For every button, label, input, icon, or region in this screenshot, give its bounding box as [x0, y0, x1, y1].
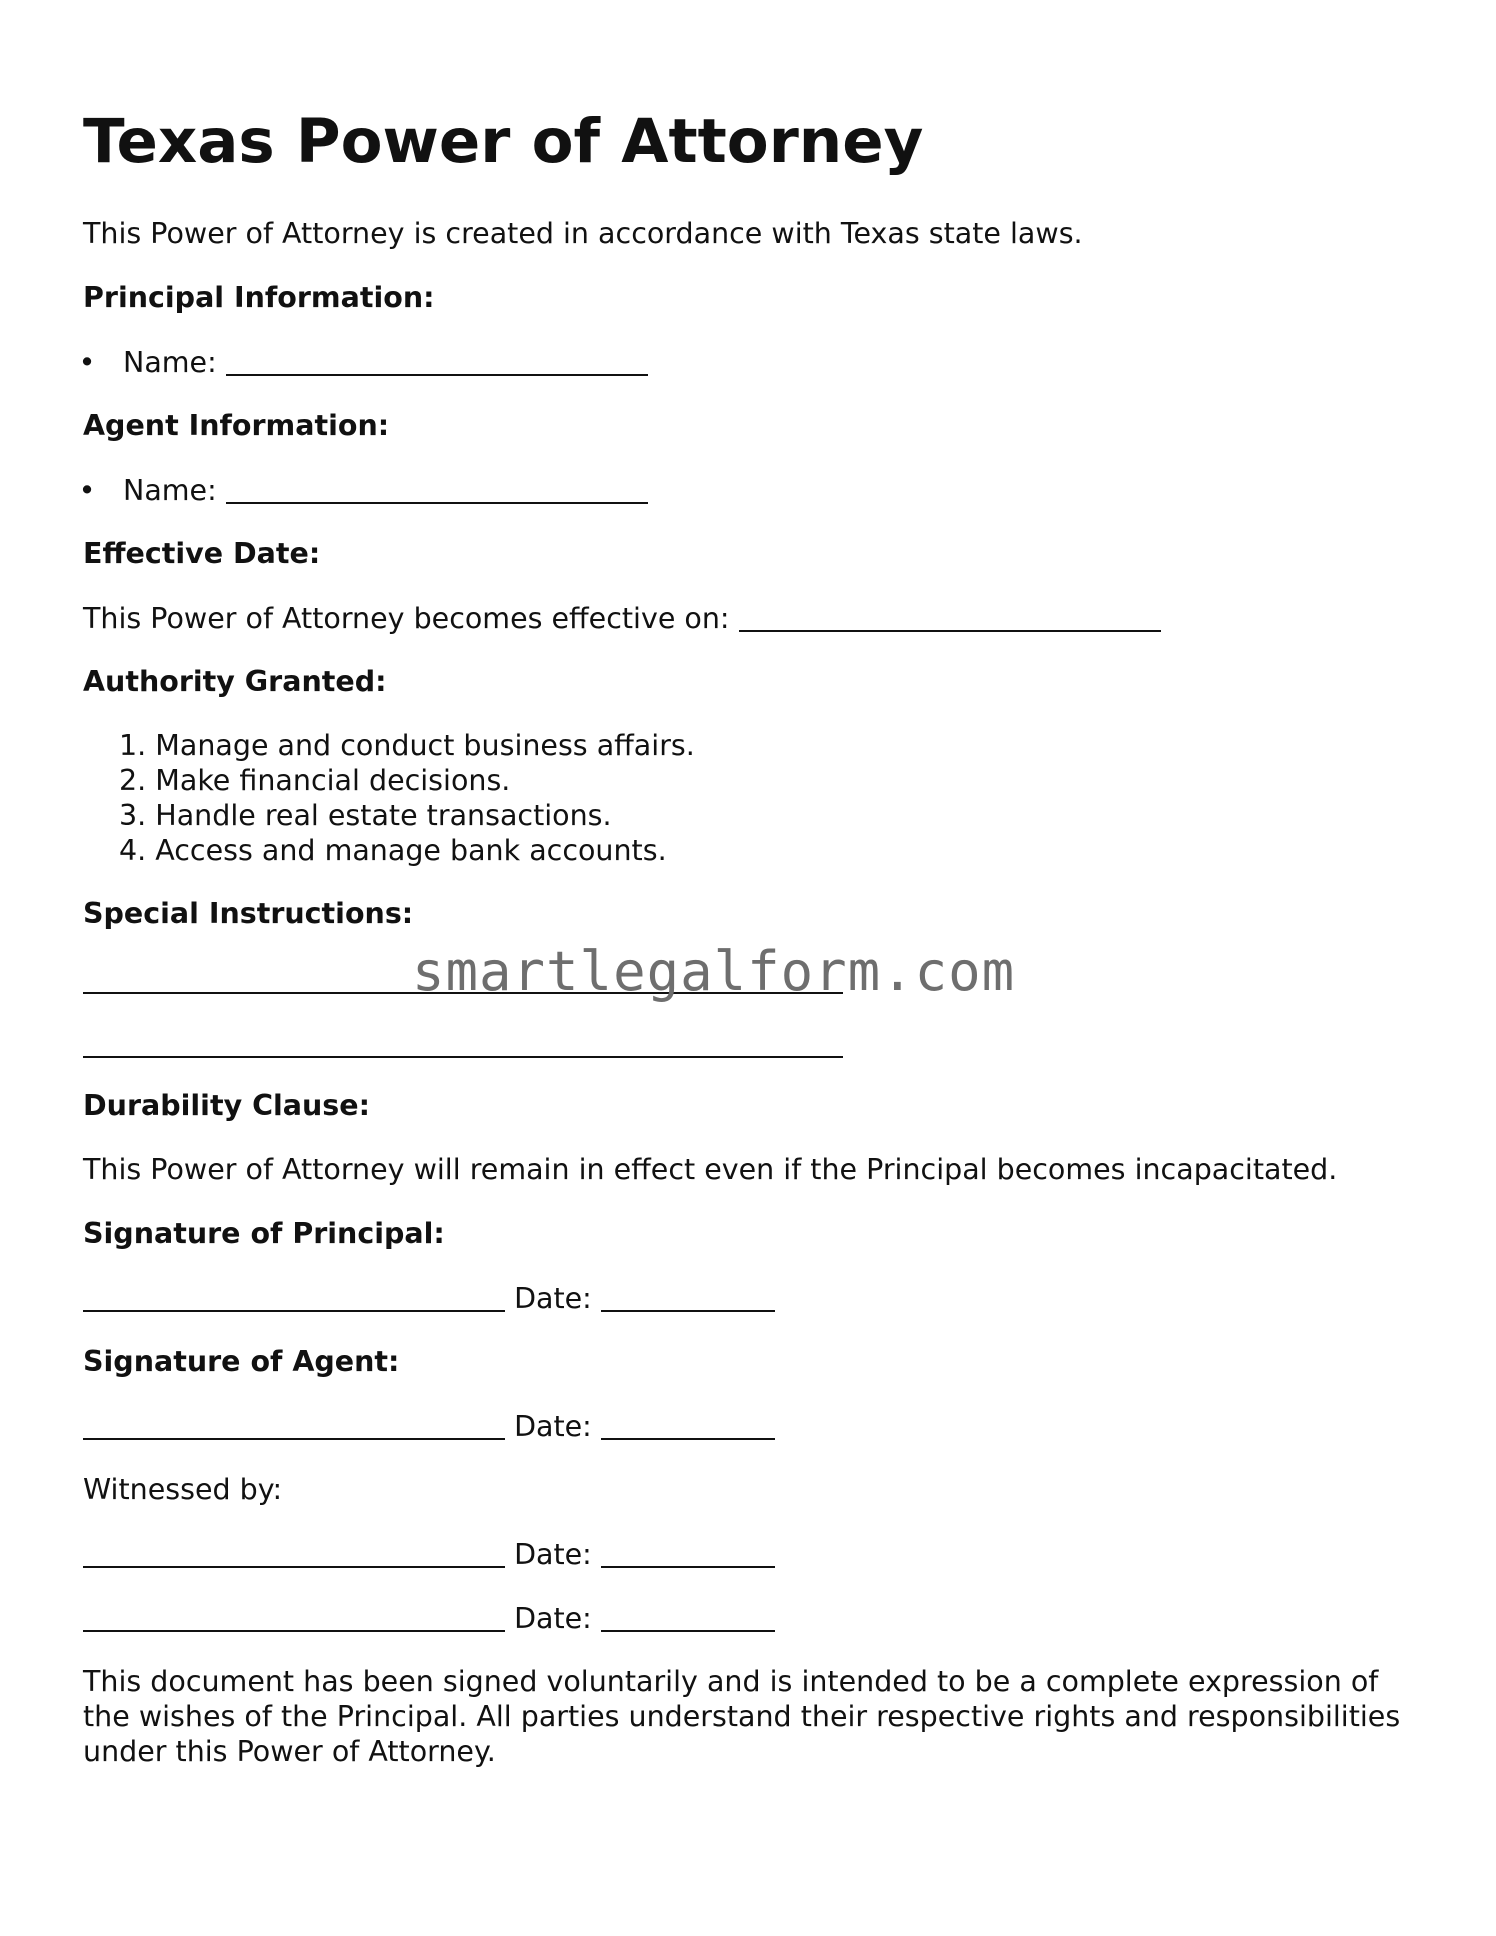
principal-heading: Principal Information:: [83, 281, 435, 314]
witness-2-date-label: Date:: [514, 1602, 592, 1635]
witness-2-line: [83, 1600, 775, 1636]
agent-signature-line: [83, 1408, 775, 1444]
agent-date-label: Date:: [514, 1410, 592, 1443]
witness-2-signature-field[interactable]: [83, 1600, 505, 1632]
agent-heading: Agent Information:: [83, 409, 390, 442]
principal-name-field[interactable]: [226, 344, 648, 376]
durability-heading: Durability Clause:: [83, 1089, 370, 1122]
agent-name-item: [78, 472, 648, 508]
durability-text: This Power of Attorney will remain in effect even if the Principal becomes incapacitated.: [83, 1153, 1338, 1186]
bullet-icon: •: [78, 474, 96, 507]
agent-signature-heading: Signature of Agent:: [83, 1345, 400, 1378]
effective-date-line: [83, 600, 1161, 636]
authority-heading: Authority Granted:: [83, 665, 387, 698]
agent-date-field[interactable]: [601, 1408, 775, 1440]
witness-1-date-label: Date:: [514, 1538, 592, 1571]
authority-item: 1. Manage and conduct business affairs.: [119, 729, 695, 762]
principal-date-field[interactable]: [601, 1280, 775, 1312]
authority-item: 4. Access and manage bank accounts.: [119, 834, 667, 867]
intro-text: This Power of Attorney is created in accordance with Texas state laws.: [83, 217, 1083, 250]
authority-item: 3. Handle real estate transactions.: [119, 799, 612, 832]
witness-1-date-field[interactable]: [601, 1536, 775, 1568]
agent-signature-field[interactable]: [83, 1408, 505, 1440]
agent-name-field[interactable]: [226, 472, 648, 504]
bullet-icon: •: [78, 346, 96, 379]
principal-name-label: Name:: [123, 346, 217, 379]
principal-signature-line: [83, 1280, 775, 1316]
witness-1-signature-field[interactable]: [83, 1536, 505, 1568]
principal-signature-heading: Signature of Principal:: [83, 1217, 445, 1250]
witness-label: Witnessed by:: [83, 1473, 283, 1506]
effective-date-text: This Power of Attorney becomes effective on:: [83, 602, 730, 635]
page-title: Texas Power of Attorney: [83, 106, 924, 177]
principal-name-item: [78, 344, 648, 380]
special-instructions-line-2[interactable]: [83, 1056, 843, 1058]
watermark: smartlegalform.com: [412, 940, 1016, 1003]
agent-name-label: Name:: [123, 474, 217, 507]
special-instructions-heading: Special Instructions:: [83, 897, 414, 930]
principal-signature-field[interactable]: [83, 1280, 505, 1312]
authority-item: 2. Make financial decisions.: [119, 764, 511, 797]
effective-date-heading: Effective Date:: [83, 537, 321, 570]
witness-2-date-field[interactable]: [601, 1600, 775, 1632]
closing-text: This document has been signed voluntarily and is intended to be a complete expression of the wishes of the Principal. All parties understand their respective rights and responsibilities under this Power of Attorney.: [83, 1665, 1401, 1768]
effective-date-field[interactable]: [739, 600, 1161, 632]
principal-date-label: Date:: [514, 1282, 592, 1315]
witness-1-line: [83, 1536, 775, 1572]
